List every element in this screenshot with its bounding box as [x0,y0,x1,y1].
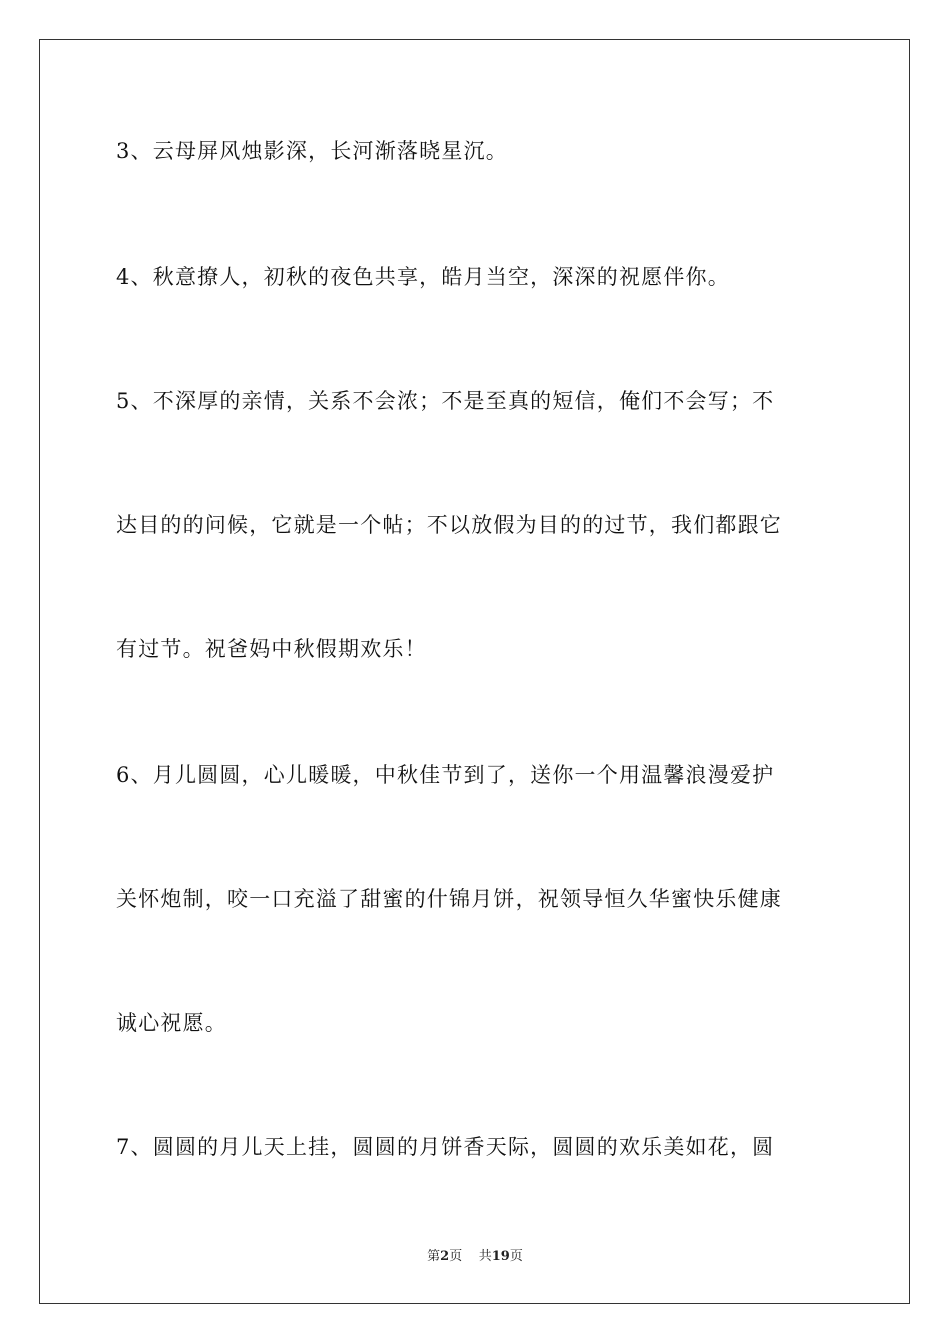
page-suffix: 页 [449,1249,463,1264]
page-number: 2 [440,1249,450,1264]
text-line: 6、月儿圆圆，心儿暖暖，中秋佳节到了，送你一个用温馨浪漫爱护 [116,763,775,787]
total-pages: 19 [491,1249,510,1264]
text-line: 4、秋意撩人，初秋的夜色共享，皓月当空，深深的祝愿伴你。 [116,265,730,289]
page-prefix: 第 [427,1249,441,1264]
total-suffix: 页 [509,1249,523,1264]
text-line: 诚心祝愿。 [116,1011,227,1035]
text-line: 达目的的问候，它就是一个帖；不以放假为目的的过节，我们都跟它 [116,513,782,537]
text-line: 5、不深厚的亲情，关系不会浓；不是至真的短信，俺们不会写；不 [116,389,775,413]
total-prefix: 共 [478,1249,492,1264]
page-footer [0,1248,950,1266]
text-line: 有过节。祝爸妈中秋假期欢乐！ [116,637,427,661]
text-line: 7、圆圆的月儿天上挂，圆圆的月饼香天际，圆圆的欢乐美如花，圆 [116,1135,775,1159]
text-line: 关怀炮制，咬一口充溢了甜蜜的什锦月饼，祝领导恒久华蜜快乐健康 [116,887,782,911]
page-border [39,39,910,1304]
text-line: 3、云母屏风烛影深，长河渐落晓星沉。 [116,139,508,163]
